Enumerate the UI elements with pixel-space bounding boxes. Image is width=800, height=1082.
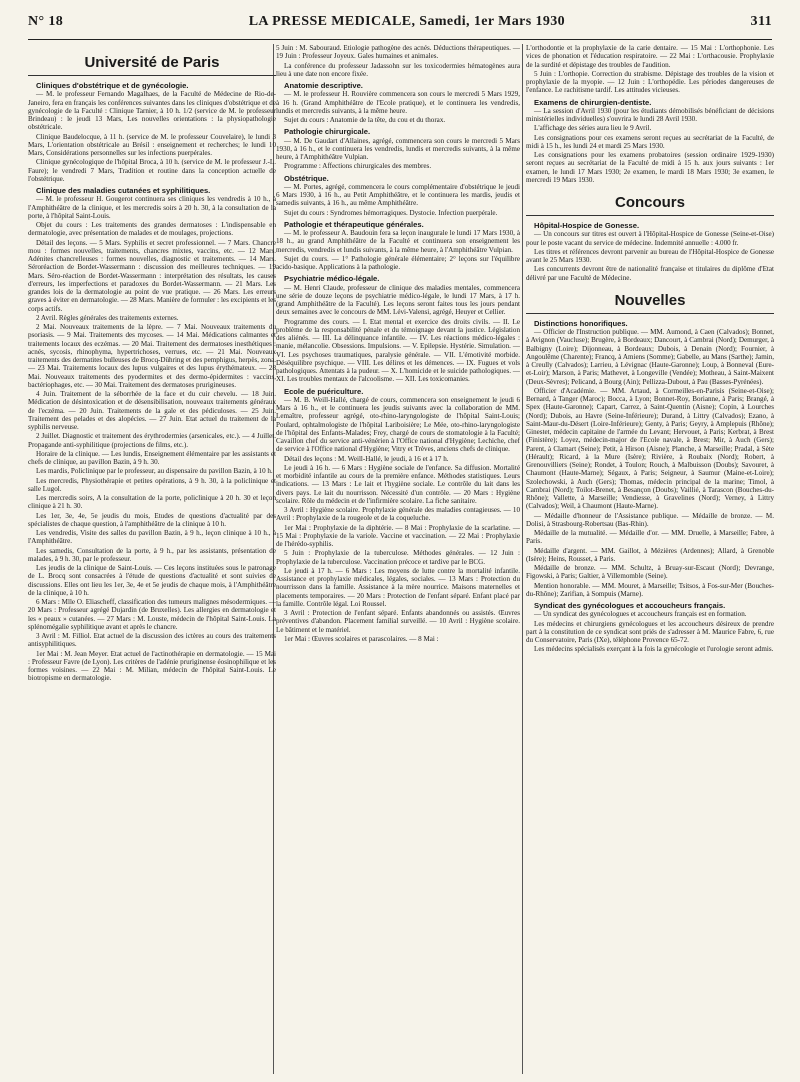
heading-psychiatrie: Psychiatrie médico-légale. (284, 274, 380, 284)
paragraph: Les mardis, Policlinique par le professeur, au dispensaire du pavillon Bazin, à 10 h. (36, 467, 273, 476)
paragraph: Détail des leçons. — 5 Mars. Syphilis et secret professionnel. — 7 Mars. Chancre mou : formes nouvelles, traitements, chancres mixtes, vaccins, etc. — 12 Mars. Adénites chancrelleuses : formes nouvelles, diagnostic et traitements. — 14 Mars. Séroréaction de Bordet-Wassermann : discussion des meilleures techniques. — 19 Mars. Séro-réaction de Bordet-Wassermann : interprétation des résultats, les causes d'erreurs, les imperfections et paradoxes du Bordet-Wassermann. — 21 Mars. Les grandes lois de la dermatologie au point de vue pratique. — 26 Mars. Les erreurs graves à éviter en dermatologie. — 28 Mars. Manière de formuler : les excipients et les corps actifs. (28, 238, 276, 313)
paragraph: — Un concours sur titres est ouvert à l'Hôpital-Hospice de Gonesse (Seine-et-Oise) pour le poste vacant du service de médecine. Indemnité annuelle : 4.000 fr. (526, 230, 774, 247)
heading-distinctions: Distinctions honorifiques. (534, 318, 628, 328)
paragraph: Les samedis, Consultation de la porte, à 9 h., par les assistants, présentation de malades, à 9 h. 30, par le professeur. (28, 546, 276, 563)
paragraph: — La session d'Avril 1930 (pour les étudiants démobilisés bénéficiant de décisions ministérielles individuelles) s'ouvrira le lundi 28 Avril 1930. (526, 106, 774, 123)
paragraph: Objet du cours : Les traitements des grandes dermatoses : L'indispensable en dermatologie, avec présentation de malades et de moulages, projections. (28, 221, 276, 238)
column-1 (28, 44, 276, 1074)
heading-puericulture: Ecole de puériculture. (284, 386, 364, 396)
paragraph: 5 Juin : L'orthopie. Correction du strabisme. Dépistage des troubles de la vision et prophylaxie de la myopie. — 12 Juin : L'orthopédie. Les périodes dangereuses de l'enfance. Le rachitisme tardif. Les attitudes vicieuses. (526, 69, 774, 95)
paragraph: 1er Mai : Prophylaxie de la diphtérie. — 8 Mai : Prophylaxie de la scarlatine. — 15 Mai : Prophylaxie de la variole. Vaccine et vaccination. — 22 Mai : Prophylaxie de l'hérédo-syphilis. (276, 523, 520, 548)
paragraph: Programme : Affections chirurgicales des membres. (284, 162, 432, 171)
paragraph: 4 Juin. Traitement de la séborrhée de la face et du cuir chevelu. — 18 Juin. Médication de désintoxication et de désensibilisation, nouveaux traitements généraux de l'eczéma. — 20 Juin. Traitements de la gale et des pédiculoses. — 25 Juin. Traitement des pelades et des alopécies. — 27 Juin. Etat actuel du traitement de la syphilis nerveuse. (28, 390, 276, 431)
paragraph: Le jeudi à 16 h. — 6 Mars : Hygiène sociale de l'enfance. Sa diffusion. Mortalité et morbidité infantile au cours de la première enfance. Méthodes statistiques. Leurs indications. — 13 Mars : Le lait et l'hygiène sociale. Le contrôle du lait dans les divers pays. Le lait du nourrisson. Nécessité d'un contrôle. — 20 Mars : Hygiène scolaire. Rôle du médecin et de l'infirmière scolaire. La fiche sanitaire. (276, 463, 520, 505)
paragraph: Sujet du cours. — 1° Pathologie générale élémentaire; 2° leçons sur l'équilibre acido-basique. Applications à la pathologie. (276, 254, 520, 271)
paragraph: Les médecins spécialisés exerçant à la fois la gynécologie et l'urologie seront admis. (534, 645, 774, 654)
paragraph: Les titres et références devront parvenir au bureau de l'Hôpital-Hospice de Gonesse avant le 25 Mars 1930. (526, 247, 774, 264)
column-2 (276, 44, 520, 1074)
issue-number: N° 18 (28, 14, 64, 29)
paragraph: La conférence du professeur Jadassohn sur les toxicodermies hématogènes aura lieu à une date non encore fixée. (276, 61, 520, 78)
paragraph: 1er Mai : M. Jean Meyer. Etat actuel de l'actinothérapie en dermatologie. — 15 Mai : Professeur Favre (de Lyon). Les critères de l'adénie pruriginense éosinophilique et les formes voisines. — 22 Mai : M. Milian, médecin de l'hôpital Saint-Louis. Le biotropisme en dermatologie. (28, 649, 276, 683)
paragraph: — Un syndicat des gynécologues et accoucheurs français est en formation. (534, 610, 747, 619)
heading-obstetrique: Obstétrique. (284, 173, 329, 183)
paragraph: — M. Portes, agrégé, commencera le cours complémentaire d'obstétrique le jeudi 6 Mars 1930, à 16 h., au Petit Amphithéâtre, et le continuera les mardis, jeudis et samedis suivants, à 16 h., au même Amphithéâtre. (276, 182, 520, 208)
paragraph: Les vendredis, Visite des salles du pavillon Bazin, à 9 h., leçon clinique à 10 h., à l'Amphithéâtre. (28, 529, 276, 546)
heading-pathologie-therapeutique: Pathologie et thérapeutique générales. (284, 219, 424, 229)
paragraph: — M. le professeur A. Baudouin fera sa leçon inaugurale le lundi 17 Mars 1930, à 18 h., au grand Amphithéâtre de la Faculté et continuera son enseignement les mercredis, vendredis et lundis suivants, à la même heure, à l'Amphithéâtre Vulpian. (276, 229, 520, 254)
paragraph: 2 Avril. Règles générales des traitements externes. (36, 313, 179, 322)
heading-pathologie-chirurgicale: Pathologie chirurgicale. (284, 127, 371, 137)
paragraph: 3 Avril : Protection de l'enfant séparé. Enfants abandonnés ou assistés. Œuvres préventives d'abandon. Placement familial surveillé. — 10 Avril : Hygiène scolaire. Le bâtiment et le matériel. (276, 609, 520, 634)
paragraph: Les médecins et chirurgiens gynécologues et les accoucheurs désireux de prendre part à la constitution de ce syndicat sont priés de s'adresser à M. Maurice Fabre, 6, rue du Conservatoire, Paris (IXe), téléphone Provence 65-72. (526, 619, 774, 644)
paragraph: Les mercredis soirs, A la consultation de la porte, policlinique à 20 h. 30 et leçon clinique à 21 h. 30. (28, 494, 276, 511)
paragraph: Médaille de bronze. — MM. Schultz, à Bruay-sur-Escaut (Nord); Devrange, Figowski, à Paris; Galtier, à Villemomble (Seine). (526, 564, 774, 581)
heading-obstetrique-gynecologie: Cliniques d'obstétrique et de gynécologie. (36, 81, 189, 90)
paragraph: Mention honorable. — MM. Mouret, à Marseille; Tsitsos, à Fos-sur-Mer (Bouches-du-Rhône); Zarifian, à Sompuis (Marne). (526, 581, 774, 598)
heading-anatomie: Anatomie descriptive. (284, 81, 363, 90)
paragraph: Les consignations pour les examens probatoires (session ordinaire 1929-1930) seront reçues au secrétariat de la Faculté de midi à 15 h. aux jours suivants : 1er examen, le lundi 17 Mars 1930; 2e examen, le mardi 18 Mars 1930; 3e examen, le mercredi 19 Mars 1930. (526, 151, 774, 184)
paragraph: Horaire de la clinique. — Les lundis, Enseignement élémentaire par les assistants et chefs de clinique, au pavillon Bazin, à 9 h. 30. (28, 449, 276, 466)
paragraph: Les jeudis de la clinique de Saint-Louis. — Ces leçons instituées sous le patronage de L. Brocq sont consacrées à l'étude de questions d'actualité et sont suivies de discussions. Elles ont lieu les 1er, 3e, 4e et 5e jeudis de chaque mois, à l'Amphithéâtre de la clinique, à 10 h. (28, 564, 276, 597)
paragraph: — M. Henri Claude, professeur de clinique des maladies mentales, commencera une série de douze leçons de psychiatrie médico-légale, le lundi 17 Mars, à 17 h. (grand Amphithéâtre de la Faculté). Les leçons seront faites tous les jours pendant deux semaines avec le concours de MM. Lévi-Valensi, agrégé, Heuyer et Cellier. (276, 283, 520, 317)
section-title-concours: Concours (526, 194, 774, 216)
paragraph: Les 1er, 3e, 4e, 5e jeudis du mois, Etudes de questions d'actualité par des spécialistes de chaque question, à l'amphithéâtre de la clinique à 10 h. (28, 511, 276, 528)
heading-examens-dentiste: Examens de chirurgien-dentiste. (534, 97, 652, 107)
paragraph: Les concurrents devront être de nationalité française et titulaires du diplôme d'Etat délivré par une Faculté de Médecine. (526, 265, 774, 282)
column-divider (522, 44, 523, 1074)
paragraph: — M. B. Weill-Hallé, chargé de cours, commencera son enseignement le jeudi 6 Mars à 16 h., et le continuera les jeudis suivants avec la collaboration de MM. Lemaître, professeur agrégé, oto-rhino-laryngologiste de l'hôpital Saint-Louis; Poulard, ophtalmologiste de l'hôpital Lariboisière; Le Mée, oto-rhino-laryngologiste de l'hôpital des Enfants-Malades; Frey, chargé de cours de stomatologie à la Faculté; Cavaillon chef du service anti-vénérien à l'Office national d'Hygiène; Lechiche, chef de service à l'Office national d'Hygiène; Vitry et Trèves, anciens chefs de clinique. (276, 395, 520, 454)
column-3 (526, 44, 774, 1074)
paragraph: — M. le professeur H. Rouvière commencera son cours le mercredi 5 Mars 1929, à 16 h. (Grand Amphithéâtre de l'Ecole pratique), et le continuera les vendredis, lundis et mercredis suivants, à la même heure. (276, 90, 520, 115)
page-number: 311 (750, 14, 772, 29)
section-title-universite: Université de Paris (28, 54, 276, 76)
paragraph: 2 Mai. Nouveaux traitements de la lèpre. — 7 Mai. Nouveaux traitements du psoriasis. — 9 Mai. Traitements des mycoses. — 14 Mai. Médications calmantes et traitements locaux des eczémas. — 20 Mai. Traitement des dermatoses inesthétiques : acnés, sycosis, rhinophyma, hypertrichoses, verrues, etc. — 21 Mai. Nouveaux traitements des dermatites bulleuses de Brocq-Dühring et des pemphigus, herpès, zona. — 23 Mai. Traitements locaux des lupus vulgaires et des lupus érythémateux. — 28 Mai. Nouveaux traitements des pyodermites et des dermo-épidermites : vaccins, bactériophages, etc. — 30 Mai. Traitement des dermatoses prurigineuses. (28, 323, 276, 389)
paragraph: — M. le professeur Fernando Magalhaes, de la Faculté de Médecine de Rio-de-Janeiro, fera en français les conférences suivantes dans les cliniques d'obstétrique et de gynécologie de la Faculté : Clinique Tarnier, à 10 h. 1/2 (service de M. le professeur Brindeau) : le jeudi 13 Mars, Les nouvelles orientations : la physiopathologie obstétricale. (28, 90, 276, 132)
paragraph: Sujet du cours : Anatomie de la tête, du cou et du thorax. (284, 116, 446, 124)
paragraph: Détail des leçons : M. Weill-Hallé, le jeudi, à 16 et à 17 h. (284, 454, 449, 463)
paragraph: Les mercredis, Physiothérapie et petites opérations, à 9 h. 30, à la policlinique et salle Lugol. (28, 476, 276, 493)
paragraph: — Officier de l'Instruction publique. — MM. Aumond, à Caen (Calvados); Bonnet, à Avignon (Vaucluse); Brugère, à Bordeaux; Dancourt, à Cambrai (Nord); Demurger, à Balbigny (Loire); Dijonneau, à Bordeaux; Dubois, à Denain (Nord); Fournier, à Angoulême (Charente); Francq, à Amiens (Somme); Gabelle, au Mans (Sarthe); Jamin, à Creully (Calvados); Larrieu, à Lévignac (Haute-Garonne); Loup, à Bonneval (Eure-et-Loir); Marson, à Paris; Mathevet, à Longeville (Vendée); Motheau, à Saint-Maixent (Deux-Sèvres); Pelicand, à Bourg (Ain); Pellizza-Dubout, à Pau (Basses-Pyrénées). (526, 328, 774, 386)
paragraph: Clinique gynécologique de l'hôpital Broca, à 10 h. (service de M. le professeur J.-L. Faure); le vendredi 7 Mars, Tradition et routine dans la conception actuelle de l'obstétrique. (28, 158, 276, 183)
heading-syndicat: Syndicat des gynécologues et accoucheurs français. (534, 601, 726, 610)
paragraph: 2 Juillet. Diagnostic et traitement des érythrodermies (arsenicales, etc.). — 4 Juillet. Propagande anti-syphilitique (projections de films, etc.). (28, 432, 276, 449)
paragraph: 3 Avril : Hygiène scolaire. Prophylaxie générale des maladies contagieuses. — 10 Avril : Prophylaxie de la rougeole et de la coqueluche. (276, 506, 520, 523)
paragraph: Officier d'Académie. — MM. Artaud, à Cormeilles-en-Parisis (Seine-et-Oise); Bernard, à Tanger (Maroc); Bocca, à Lyon; Bonnet-Roy, Borianne, à Paris; Brangé, à Spex (Haute-Garonne); Capart, Carrez, à Saint-Quentin (Aisne); Copin, à Lourches (Nord); Dubois, au Havre (Seine-Inférieure); Durand, à Littry (Calvados); Ezano, à Saint-Maur-du-Désert (Loire-Inférieure); Genty, à Paris; Geyry, à Amplepuis (Rhône); Ginestet, médecin capitaine de l'armée du Levant; Hervouet, à Paris; Kerbrat, à Brest (Finistère); Loyez, médecin-major de l'Ecole navale, à Brest; Mir, à Auch (Gers); Parent, à Clamart (Seine); Petit, à Hirson (Aisne); Planche, à Marseille; Pradal, à Sète (Hérault); Ricard, à la Mure (Isère); Rivière, à Roubaix (Nord); Robert, à Grenouvilliers (Seine); Rondet, à Toulon; Rouch, à Malbuisson (Doubs); Savouret, à Chaumont (Haute-Marne); Ségaux, à Paris; Seigneur, à Saumur (Maine-et-Loire); Szolechowski, à Auch (Gers); Thomas, médecin principal de la marine; Timol, à Cambrai (Nord); Toilot-Brenet, à Besançon (Doubs); Vaillié, à Tarascon (Bouches-du-Rhône); Vallette, à Marseille; Vendiesse, à Gravelines (Nord); Verney, à Littry (Calvados); Weil, à Chaumont (Haute-Marne). (526, 386, 774, 511)
paragraph: — M. De Gaudart d'Allaines, agrégé, commencera son cours le mercredi 5 Mars 1930, à 16 h., et le continuera les vendredis, lundis et mercredis suivants, à la même heure, à l'Amphithéâtre Vulpian. (276, 136, 520, 161)
paragraph: Programme des cours. — I. Etat mental et exercice des droits civils. — II. Le problème de la responsabilité pénale et du témoignage devant la justice. Législation des aliénés. — III. La délinquance infantile. — IV. Les réactions médico-légales : manie, mélancolie. Obsessions. Impulsions. — V. Epilepsie. Hystérie. Simulation. — VI. Les psychoses traumatiques, paralysie générale. — VII. L'émotivité morbide. Déséquilibre psychique. — VIII. Les délires et les démences. — IX. Fugues et vols pathologiques. Attentats à la pudeur. — X. L'homicide et le suicide pathologiques. — XI. Les troubles mentaux de l'alcoolisme. — XII. Les toxicomanies. (276, 317, 520, 384)
paragraph: — M. le professeur H. Gougerot continuera ses cliniques les vendredis à 10 h., à l'Amphithéâtre de la clinique, et les mercredis soirs à 20 h. 30, à la consultation de la porte, à l'hôpital Saint-Louis. (28, 195, 276, 220)
paragraph: L'affichage des séries aura lieu le 9 Avril. (534, 124, 652, 133)
section-title-nouvelles: Nouvelles (526, 292, 774, 314)
paragraph: 5 Juin : Prophylaxie de la tuberculose. Méthodes générales. — 12 Juin : Prophylaxie de la tuberculose. Vaccination précoce et tardive par le BCG. (276, 549, 520, 566)
paragraph: Clinique Baudelocque, à 11 h. (service de M. le professeur Couvelaire), le lundi 3 Mars, L'orientation obstétricale au Brésil : enseignement et recherches; le lundi 10 Mars, Considérations personnelles sur les infections puerpérales. (28, 132, 276, 157)
journal-title: LA PRESSE MEDICALE, Samedi, 1er Mars 1930 (248, 14, 566, 29)
paragraph: — Médaille d'honneur de l'Assistance publique. — Médaille de bronze. — M. Dolisi, à Strasbourg-Robertsau (Bas-Rhin). (526, 511, 774, 528)
paragraph: Les consignations pour ces examens seront reçues au secrétariat de la Faculté, de midi à 15 h., les lundi 24 et mardi 25 Mars 1930. (526, 133, 774, 150)
paragraph: Sujet du cours : Syndromes hémorragiques. Dystocie. Infection puerpérale. (284, 208, 498, 217)
paragraph: Médaille de la mutualité. — Médaille d'or. — MM. Druelle, à Marseille; Fabre, à Paris. (526, 529, 774, 546)
paragraph: L'orthodontie et la prophylaxie de la carie dentaire. — 15 Mai : L'orthophonie. Les vices de phonation et l'éducation respiratoire. — 22 Mai : L'orthacousie. Prophylaxie de la surdité et dépistage des troubles de l'audition. (526, 44, 774, 69)
paragraph: 1er Mai : Œuvres scolaires et parascolaires. — 8 Mai : (284, 634, 439, 643)
paragraph: 6 Mars : Mlle O. Eliascheff, classification des tumeurs malignes mésodermiques. — 20 Mars : Professeur agrégé Dujardin (de Bruxelles). Les allergies en dermatologie et les « peaux » cutanées. — 27 Mars : M. Louste, médecin de l'hôpital Saint-Louis. La splénomégalie syphilitique avant et après le chancre. (28, 598, 276, 631)
paragraph: Médaille d'argent. — MM. Gaillot, à Mézières (Ardennes); Allard, à Grenoble (Isère); Heins, Rousset, à Paris. (526, 546, 774, 563)
heading-maladies-cutanees: Clinique des maladies cutanées et syphilitiques. (36, 186, 211, 195)
heading-gonesse: Hôpital-Hospice de Gonesse. (534, 221, 640, 230)
page-header (28, 14, 772, 40)
paragraph: 3 Avril : M. Filliol. Etat actuel de la discussion des ictères au cours des traitements antisyphilitiques. (28, 632, 276, 649)
paragraph: 5 Juin : M. Sabouraud. Etiologie pathogène des acnés. Déductions thérapeutiques. — 19 Juin : Professeur Joyeux. Gales humaines et animales. (276, 44, 520, 61)
paragraph: Le jeudi à 17 h. — 6 Mars : Les moyens de lutte contre la mortalité infantile. Assistance et prophylaxie médicales, légales, sociales. — 13 Mars : Protection du nourrisson dans la famille. Assistance à la mère nourrice. Maisons maternelles et placements temporaires. — 20 Mars : Protection de l'enfant séparé. Enfant placé par la famille. Contrôle légal. Loi Roussel. (276, 566, 520, 608)
